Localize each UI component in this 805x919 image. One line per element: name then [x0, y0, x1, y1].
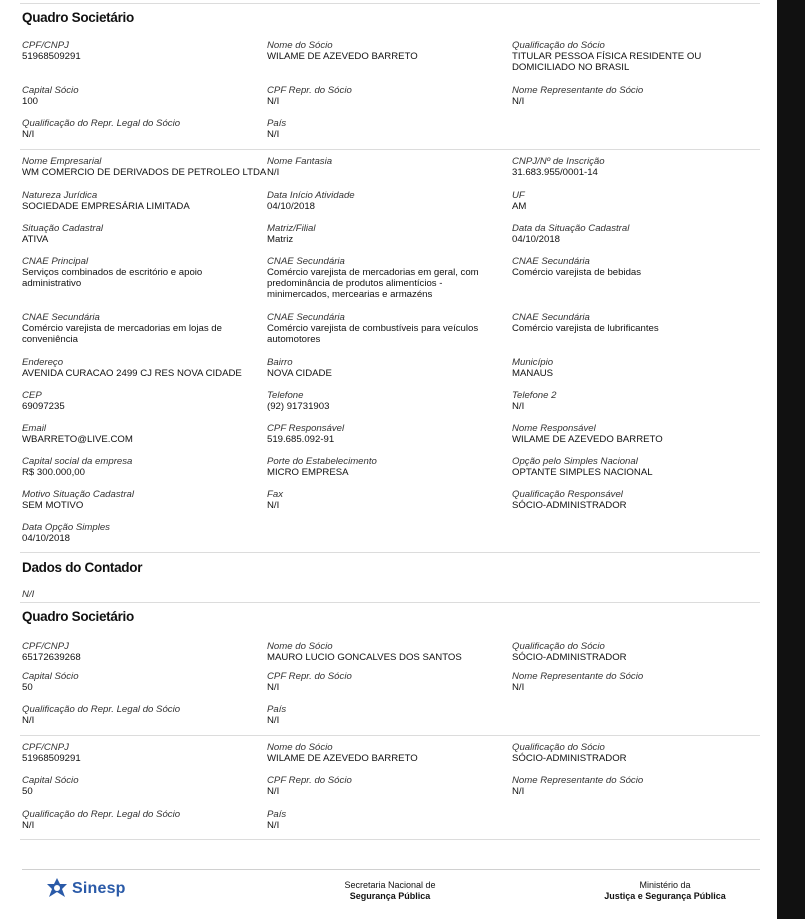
divider — [20, 3, 760, 4]
label: Capital Sócio — [22, 775, 79, 786]
field-nome-representante — [512, 671, 752, 693]
field-nome-representante — [512, 775, 752, 797]
value: 04/10/2018 — [512, 234, 561, 245]
value: NOVA CIDADE — [267, 368, 332, 379]
label: CPF Responsável — [267, 423, 345, 434]
field-cnae-secundaria — [267, 312, 499, 345]
field-uf — [512, 190, 752, 212]
value: N/I — [267, 820, 280, 831]
label: Município — [512, 357, 554, 368]
value: N/I — [267, 682, 280, 693]
field-nome-socio — [267, 641, 507, 663]
label: Nome Representante do Sócio — [512, 85, 644, 96]
value: Comércio varejista de lubrificantes — [512, 323, 659, 334]
value: 51968509291 — [22, 753, 81, 764]
label: CPF/CNPJ — [22, 742, 69, 753]
value: 100 — [22, 96, 39, 107]
sinesp-logo — [44, 876, 164, 902]
label: Qualificação Responsável — [512, 489, 623, 500]
label: Motivo Situação Cadastral — [22, 489, 134, 500]
label: Qualificação do Sócio — [512, 641, 605, 652]
label: Nome Representante do Sócio — [512, 775, 644, 786]
value: N/I — [512, 401, 525, 412]
label: Opção pelo Simples Nacional — [512, 456, 638, 467]
field-telefone-2 — [512, 390, 752, 412]
field-porte-estabelecimento — [267, 456, 507, 478]
divider — [20, 735, 760, 736]
value: SÓCIO-ADMINISTRADOR — [512, 753, 627, 764]
label: CNAE Secundária — [22, 312, 100, 323]
right-edge-bar — [777, 0, 805, 919]
label: CNAE Secundária — [512, 256, 590, 267]
field-capital-socio — [22, 85, 262, 107]
field-data-situacao-cadastral — [512, 223, 752, 245]
label: Qualificação do Sócio — [512, 742, 605, 753]
field-data-inicio-atividade — [267, 190, 507, 212]
label: UF — [512, 190, 525, 201]
label: Telefone 2 — [512, 390, 557, 401]
label: Qualificação do Sócio — [512, 40, 605, 51]
label: CPF Repr. do Sócio — [267, 85, 352, 96]
field-natureza-juridica — [22, 190, 262, 212]
value: Serviços combinados de escritório e apoio administrativo — [22, 267, 203, 289]
value: 31.683.955/0001-14 — [512, 167, 598, 178]
value: 65172639268 — [22, 652, 81, 663]
value: AM — [512, 201, 527, 212]
field-matriz-filial — [267, 223, 507, 245]
value: SEM MOTIVO — [22, 500, 84, 511]
value: Matriz — [267, 234, 294, 245]
value: WM COMERCIO DE DERIVADOS DE PETROLEO LTDA — [22, 167, 267, 178]
label: Nome Fantasia — [267, 156, 333, 167]
field-email — [22, 423, 262, 445]
value: TITULAR PESSOA FÍSICA RESIDENTE OU DOMICILIADO NO BRASIL — [512, 51, 702, 73]
label: Situação Cadastral — [22, 223, 104, 234]
divider — [20, 149, 760, 150]
label: País — [267, 704, 287, 715]
footer-secretaria — [310, 880, 470, 902]
value: N/I — [267, 786, 280, 797]
label: Matriz/Filial — [267, 223, 316, 234]
value: R$ 300.000,00 — [22, 467, 85, 478]
label: Nome Representante do Sócio — [512, 671, 644, 682]
ministerio-line-2: Justiça e Segurança Pública — [604, 891, 726, 901]
field-cnae-secundaria — [512, 256, 752, 278]
value: SOCIEDADE EMPRESÁRIA LIMITADA — [22, 201, 190, 212]
ministerio-line-1: Ministério da — [639, 880, 691, 890]
field-bairro — [267, 357, 507, 379]
value: 51968509291 — [22, 51, 81, 62]
field-qualificacao-socio — [512, 40, 742, 73]
value: MANAUS — [512, 368, 554, 379]
value: OPTANTE SIMPLES NACIONAL — [512, 467, 653, 478]
value: Comércio varejista de combustíveis para veículos automotores — [267, 323, 479, 345]
field-qualificacao-repr-legal — [22, 809, 262, 831]
field-situacao-cadastral — [22, 223, 262, 245]
label: Fax — [267, 489, 283, 500]
field-data-opcao-simples — [22, 522, 262, 544]
value: 69097235 — [22, 401, 65, 412]
field-cnae-secundaria — [512, 312, 752, 334]
value: N/I — [512, 682, 525, 693]
field-pais — [267, 118, 507, 140]
label: Data da Situação Cadastral — [512, 223, 630, 234]
field-opcao-simples — [512, 456, 752, 478]
label: CNAE Secundária — [267, 312, 345, 323]
value: Comércio varejista de mercadorias em geral, com predominância de produtos alimentícios - minimercados, mercearias e armazéns — [267, 267, 479, 300]
field-qualificacao-responsavel — [512, 489, 752, 511]
field-cep — [22, 390, 262, 412]
value: N/I — [267, 167, 280, 178]
contador-value — [22, 589, 262, 600]
label: CNAE Secundária — [267, 256, 345, 267]
label: Capital Sócio — [22, 671, 79, 682]
label: CNAE Secundária — [512, 312, 590, 323]
field-capital-social — [22, 456, 262, 478]
label: Nome Empresarial — [22, 156, 102, 167]
sinesp-logo-text: Sinesp — [72, 880, 126, 897]
field-cpf-repr-socio — [267, 775, 507, 797]
divider — [20, 839, 760, 840]
value: WILAME DE AZEVEDO BARRETO — [267, 51, 418, 62]
field-qualificacao-socio — [512, 742, 752, 764]
value: N/I — [22, 589, 35, 600]
field-endereco — [22, 357, 272, 379]
value: SÓCIO-ADMINISTRADOR — [512, 652, 627, 663]
label: CPF/CNPJ — [22, 641, 69, 652]
section-title-quadro-societario: Quadro Societário — [22, 609, 134, 624]
field-nome-socio — [267, 742, 507, 764]
label: CPF Repr. do Sócio — [267, 775, 352, 786]
value: SÓCIO-ADMINISTRADOR — [512, 500, 627, 511]
field-qualificacao-socio — [512, 641, 752, 663]
footer-ministerio — [590, 880, 740, 902]
label: Capital Sócio — [22, 85, 79, 96]
field-cnae-secundaria — [267, 256, 499, 300]
label: Nome do Sócio — [267, 742, 333, 753]
field-municipio — [512, 357, 752, 379]
divider — [20, 602, 760, 603]
field-cpf-cnpj — [22, 40, 262, 62]
value: N/I — [22, 715, 35, 726]
field-motivo-situacao — [22, 489, 262, 511]
field-cpf-responsavel — [267, 423, 507, 445]
divider — [20, 552, 760, 553]
label: CEP — [22, 390, 42, 401]
field-pais — [267, 704, 507, 726]
value: N/I — [512, 96, 525, 107]
label: Email — [22, 423, 46, 434]
label: Porte do Estabelecimento — [267, 456, 377, 467]
label: Bairro — [267, 357, 293, 368]
field-qualificacao-repr-legal — [22, 704, 262, 726]
label: Natureza Jurídica — [22, 190, 98, 201]
value: WILAME DE AZEVEDO BARRETO — [512, 434, 663, 445]
field-nome-fantasia — [267, 156, 507, 178]
label: CNAE Principal — [22, 256, 89, 267]
value: MAURO LUCIO GONCALVES DOS SANTOS — [267, 652, 462, 663]
value: 50 — [22, 682, 33, 693]
value: Comércio varejista de mercadorias em lojas de conveniência — [22, 323, 222, 345]
value: 519.685.092-91 — [267, 434, 335, 445]
field-capital-socio — [22, 671, 262, 693]
secretaria-line-2: Segurança Pública — [349, 891, 431, 901]
value: ATIVA — [22, 234, 49, 245]
section-title-quadro-societario: Quadro Societário — [22, 10, 134, 25]
value: N/I — [512, 786, 525, 797]
label: País — [267, 809, 287, 820]
field-fax — [267, 489, 507, 511]
label: Qualificação do Repr. Legal do Sócio — [22, 118, 181, 129]
label: Endereço — [22, 357, 64, 368]
label: CNPJ/Nº de Inscrição — [512, 156, 605, 167]
field-capital-socio — [22, 775, 262, 797]
field-nome-representante — [512, 85, 752, 107]
footer-divider — [22, 869, 760, 870]
label: País — [267, 118, 287, 129]
field-cnae-principal — [22, 256, 247, 289]
label: CPF Repr. do Sócio — [267, 671, 352, 682]
value: N/I — [267, 129, 280, 140]
field-nome-responsavel — [512, 423, 752, 445]
label: Qualificação do Repr. Legal do Sócio — [22, 809, 181, 820]
section-title-dados-contador: Dados do Contador — [22, 560, 143, 575]
field-cpf-cnpj — [22, 641, 262, 663]
value: WILAME DE AZEVEDO BARRETO — [267, 753, 418, 764]
field-cpf-repr-socio — [267, 85, 507, 107]
value: MICRO EMPRESA — [267, 467, 349, 478]
sinesp-emblem-icon — [44, 876, 70, 902]
field-nome-empresarial — [22, 156, 272, 178]
label: Qualificação do Repr. Legal do Sócio — [22, 704, 181, 715]
field-cpf-cnpj — [22, 742, 262, 764]
value: N/I — [267, 715, 280, 726]
label: Nome do Sócio — [267, 40, 333, 51]
field-cpf-repr-socio — [267, 671, 507, 693]
field-pais — [267, 809, 507, 831]
label: Capital social da empresa — [22, 456, 133, 467]
label: CPF/CNPJ — [22, 40, 69, 51]
field-qualificacao-repr-legal — [22, 118, 262, 140]
field-cnae-secundaria — [22, 312, 247, 345]
value: WBARRETO@LIVE.COM — [22, 434, 133, 445]
label: Telefone — [267, 390, 304, 401]
value: 04/10/2018 — [267, 201, 316, 212]
value: N/I — [267, 96, 280, 107]
value: N/I — [22, 129, 35, 140]
label: Nome do Sócio — [267, 641, 333, 652]
secretaria-line-1: Secretaria Nacional de — [344, 880, 436, 890]
label: Data Início Atividade — [267, 190, 355, 201]
field-cnpj-inscricao — [512, 156, 752, 178]
label: Data Opção Simples — [22, 522, 110, 533]
value: N/I — [22, 820, 35, 831]
value: 50 — [22, 786, 33, 797]
field-nome-socio — [267, 40, 507, 62]
value: (92) 91731903 — [267, 401, 330, 412]
value: 04/10/2018 — [22, 533, 71, 544]
value: AVENIDA CURACAO 2499 CJ RES NOVA CIDADE — [22, 368, 242, 379]
field-telefone — [267, 390, 507, 412]
label: Nome Responsável — [512, 423, 596, 434]
value: Comércio varejista de bebidas — [512, 267, 642, 278]
value: N/I — [267, 500, 280, 511]
